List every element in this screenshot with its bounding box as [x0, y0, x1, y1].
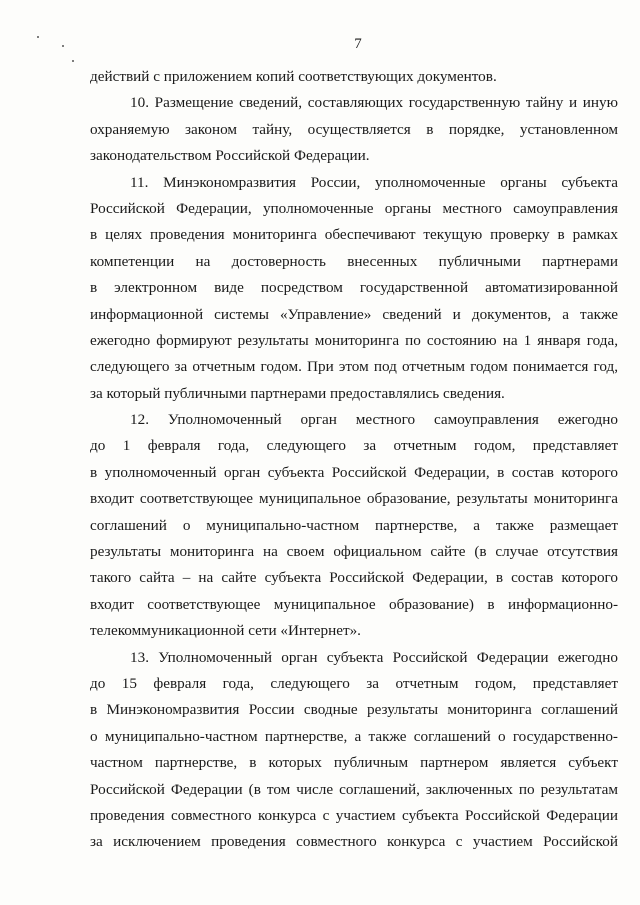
text-line: 12. Уполномоченный орган местного самоуправления ежегодно	[130, 411, 618, 429]
text-line: следующего за отчетным годом. При этом под отчетным годом понимается год,	[90, 358, 618, 376]
text-line: 11. Минэкономразвития России, уполномоченные органы субъекта	[130, 173, 618, 191]
text-line: до 1 февраля года, следующего за отчетным годом, представляет	[90, 437, 618, 455]
scan-speck	[72, 60, 74, 62]
text-line: информационной системы «Управление» сведений и документов, а также	[90, 305, 618, 323]
text-line: действий с приложением копий соответствующих документов.	[90, 68, 497, 85]
text-line: частном партнерстве, в которых публичным партнером является субъект	[90, 754, 618, 772]
text-line: законодательством Российской Федерации.	[90, 147, 370, 165]
text-line: компетенции на достоверность внесенных публичными партнерами	[90, 252, 618, 270]
text-line: в уполномоченный орган субъекта Российской Федерации, в состав которого	[90, 463, 618, 481]
text-line: Российской Федерации (в том числе соглашений, заключенных по результатам	[90, 780, 618, 798]
text-line: такого сайта – на сайте субъекта Российской Федерации, в состав которого	[90, 569, 618, 587]
text-line: до 15 февраля года, следующего за отчетным годом, представляет	[90, 674, 618, 692]
text-line: 13. Уполномоченный орган субъекта Российской Федерации ежегодно	[130, 648, 618, 666]
text-line: результаты мониторинга на своем официальном сайте (в случае отсутствия	[90, 543, 618, 561]
text-line: телекоммуникационной сети «Интернет».	[90, 622, 361, 640]
text-line: охраняемую законом тайну, осуществляется в порядке, установленном	[90, 120, 618, 138]
text-line: в электронном виде посредством государственной автоматизированной	[90, 279, 618, 297]
text-line: входит соответствующее муниципальное образование) в информационно-	[90, 595, 618, 613]
text-line: проведения совместного конкурса с участием субъекта Российской Федерации	[90, 806, 618, 824]
text-line: соглашений о муниципально-частном партнерстве, а также размещает	[90, 516, 618, 534]
text-line: за исключением проведения совместного конкурса с участием Российской	[90, 833, 618, 851]
text-line: о муниципально-частном партнерстве, а также соглашений о государственно-	[90, 727, 618, 745]
text-line: входит соответствующее муниципальное образование, результаты мониторинга	[90, 490, 618, 508]
text-line: 10. Размещение сведений, составляющих государственную тайну и иную	[130, 94, 618, 112]
text-line: за который публичными партнерами предоставлялись сведения.	[90, 384, 505, 402]
page-number: 7	[354, 36, 362, 52]
document-body	[90, 64, 618, 856]
text-line: Российской Федерации, уполномоченные органы местного самоуправления	[90, 199, 618, 217]
text-line: в Минэкономразвития России сводные результаты мониторинга соглашений	[90, 701, 618, 719]
text-line: ежегодно формируют результаты мониторинга по состоянию на 1 января года,	[90, 331, 618, 349]
text-line: в целях проведения мониторинга обеспечивают текущую проверку в рамках	[90, 226, 618, 244]
